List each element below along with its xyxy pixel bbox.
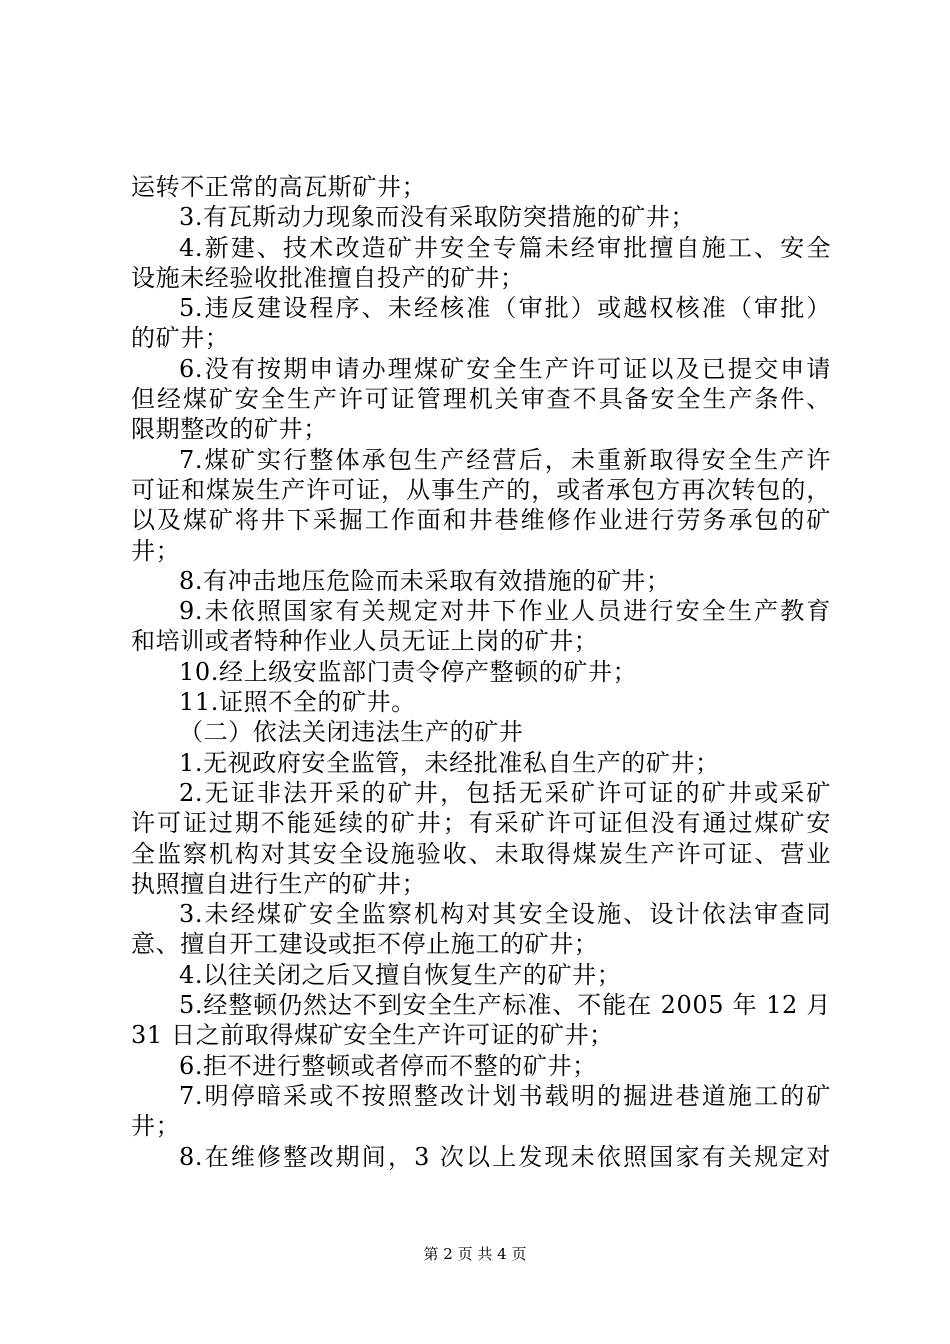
text-line: 8.有冲击地压危险而未采取有效措施的矿井；	[179, 566, 671, 595]
text-line: 全监察机构对其安全设施验收、未取得煤炭生产许可证、营业	[131, 839, 831, 868]
text-line: 7.明停暗采或不按照整改计划书载明的掘进巷道施工的矿	[179, 1081, 831, 1110]
text-line: 的矿井；	[131, 324, 230, 353]
text-line: 6.拒不进行整顿或者停而不整的矿井；	[179, 1051, 597, 1080]
text-line: 意、擅自开工建设或拒不停止施工的矿井；	[131, 930, 599, 959]
text-line: 10.经上级安监部门责令停产整顿的矿井；	[179, 657, 638, 686]
text-line: 31 日之前取得煤矿安全生产许可证的矿井；	[131, 1021, 614, 1050]
text-line: 8.在维修整改期间，3 次以上发现未依照国家有关规定对	[179, 1142, 831, 1171]
text-line: （二）依法关闭违法生产的矿井	[179, 718, 524, 747]
text-line: 5.违反建设程序、未经核准（审批）或越权核准（审批）	[179, 294, 831, 323]
text-line: 9.未依照国家有关规定对井下作业人员进行安全生产教育	[179, 597, 831, 626]
text-line: 3.未经煤矿安全监察机构对其安全设施、设计依法审查同	[179, 900, 831, 929]
text-line: 运转不正常的高瓦斯矿井；	[131, 173, 427, 201]
text-line: 设施未经验收批准擅自投产的矿井；	[131, 263, 525, 292]
text-line: 1.无视政府安全监管，未经批准私自生产的矿井；	[179, 748, 720, 777]
text-line: 2.无证非法开采的矿井，包括无采矿许可证的矿井或采矿	[179, 778, 831, 807]
text-line: 11.证照不全的矿井。	[179, 688, 416, 717]
text-line: 井；	[131, 1112, 181, 1141]
text-line: 3.有瓦斯动力现象而没有采取防突措施的矿井；	[179, 203, 696, 232]
text-line: 执照擅自进行生产的矿井；	[131, 869, 427, 898]
text-line: 但经煤矿安全生产许可证管理机关审查不具备安全生产条件、	[131, 385, 831, 414]
text-line: 和培训或者特种作业人员无证上岗的矿井；	[131, 627, 599, 656]
text-line: 4.以往关闭之后又擅自恢复生产的矿井；	[179, 960, 622, 989]
text-line: 限期整改的矿井；	[131, 415, 328, 444]
text-line: 7.煤矿实行整体承包生产经营后，未重新取得安全生产许	[179, 445, 831, 474]
text-line: 6.没有按期申请办理煤矿安全生产许可证以及已提交申请	[179, 354, 831, 383]
text-line: 4.新建、技术改造矿井安全专篇未经审批擅自施工、安全	[179, 233, 831, 262]
text-line: 井；	[131, 536, 181, 565]
text-line: 可证和煤炭生产许可证，从事生产的，或者承包方再次转包的，	[131, 475, 831, 504]
page-footer: 第 2 页 共 4 页	[423, 1245, 527, 1263]
text-line: 5.经整顿仍然达不到安全生产标准、不能在 2005 年 12 月	[179, 991, 831, 1020]
text-line: 以及煤矿将井下采掘工作面和井巷维修作业进行劳务承包的矿	[131, 506, 831, 535]
document-body	[131, 172, 831, 1172]
text-line: 许可证过期不能延续的矿井；有采矿许可证但没有通过煤矿安	[131, 809, 831, 838]
